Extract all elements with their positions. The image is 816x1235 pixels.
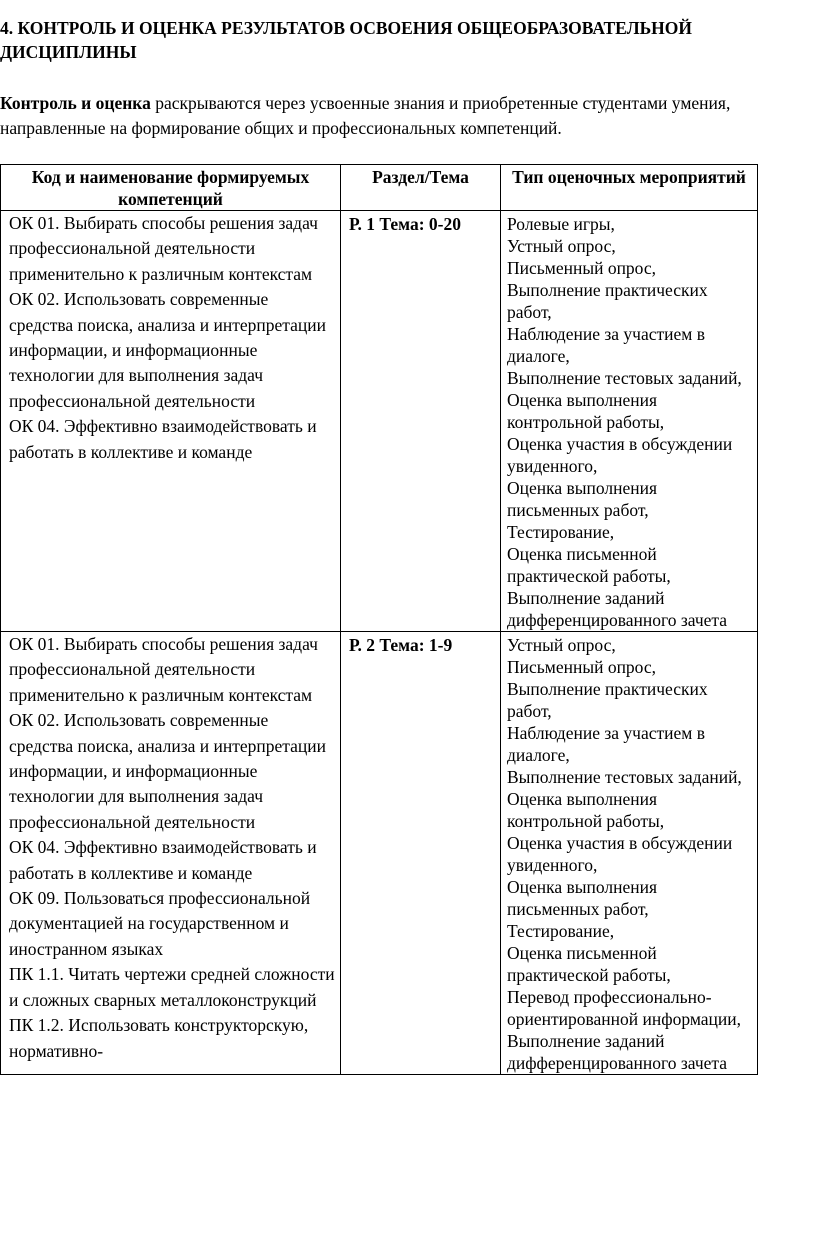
assessments-cell <box>501 211 758 632</box>
section-heading: 4. КОНТРОЛЬ И ОЦЕНКА РЕЗУЛЬТАТОВ ОСВОЕНИЯ ОБЩЕОБРАЗОВАТЕЛЬНОЙ ДИСЦИПЛИНЫ <box>0 18 693 62</box>
competency-item: ОК 02. Использовать современные средства поиска, анализа и интерпретации информации, и информационные технологии для выполнения задач профессиональной деятельности <box>9 710 326 832</box>
table-row <box>1 632 758 1075</box>
competency-item: ОК 01. Выбирать способы решения задач профессиональной деятельности применительно к различным контекстам <box>9 634 318 705</box>
assessment-item: Письменный опрос, <box>507 657 657 677</box>
competency-item: ОК 09. Пользоваться профессиональной документацией на государственном и иностранном языках <box>9 888 311 959</box>
competency-item: ОК 04. Эффективно взаимодействовать и работать в коллективе и команде <box>9 416 317 462</box>
assessments-cell <box>501 632 758 1075</box>
competencies-cell <box>1 211 341 632</box>
section-cell: Р. 2 Тема: 1-9 <box>341 632 501 1075</box>
assessment-item: Наблюдение за участием в диалоге, <box>507 723 705 765</box>
assessment-item: Оценка выполнения письменных работ, <box>507 478 658 520</box>
intro-bold-lead: Контроль и оценка <box>0 93 151 113</box>
assessment-item: Перевод профессионально-ориентированной информации, <box>507 987 742 1029</box>
assessment-table <box>0 164 758 1075</box>
assessment-item: Оценка выполнения контрольной работы, <box>507 789 665 831</box>
assessment-item: Оценка выполнения контрольной работы, <box>507 390 665 432</box>
competencies-cell <box>1 632 341 1075</box>
table-row <box>1 211 758 632</box>
assessment-item: Выполнение заданий дифференцированного зачета <box>507 1031 728 1073</box>
assessment-item: Тестирование, <box>507 522 615 542</box>
header-section: Раздел/Тема <box>341 165 501 211</box>
assessment-item: Выполнение тестовых заданий, <box>507 767 742 787</box>
assessment-item: Ролевые игры, <box>507 214 615 234</box>
table-header-row <box>1 165 758 211</box>
header-competencies: Код и наименование формируемых компетенций <box>1 165 341 211</box>
intro-paragraph <box>0 91 814 141</box>
section-cell: Р. 1 Тема: 0-20 <box>341 211 501 632</box>
assessment-item: Письменный опрос, <box>507 258 657 278</box>
assessment-item: Оценка участия в обсуждении увиденного, <box>507 833 733 875</box>
assessment-item: Выполнение заданий дифференцированного зачета <box>507 588 728 630</box>
assessment-item: Оценка выполнения письменных работ, <box>507 877 658 919</box>
assessment-item: Выполнение практических работ, <box>507 280 708 322</box>
assessment-item: Оценка участия в обсуждении увиденного, <box>507 434 733 476</box>
assessment-item: Наблюдение за участием в диалоге, <box>507 324 705 366</box>
competency-item: ПК 1.1. Читать чертежи средней сложности и сложных сварных металлоконструкций <box>9 964 335 1010</box>
header-assessment-type: Тип оценочных мероприятий <box>501 165 758 211</box>
assessment-item: Тестирование, <box>507 921 615 941</box>
intro-text: раскрываются через усвоенные знания и приобретенные студентами умения, направленные на формирование общих и профессиональных компетенций. <box>0 93 731 138</box>
assessment-item: Оценка письменной практической работы, <box>507 943 671 985</box>
competency-item: ОК 02. Использовать современные средства поиска, анализа и интерпретации информации, и информационные технологии для выполнения задач профессиональной деятельности <box>9 289 326 411</box>
competency-item: ОК 04. Эффективно взаимодействовать и работать в коллективе и команде <box>9 837 317 883</box>
assessment-item: Выполнение тестовых заданий, <box>507 368 742 388</box>
assessment-item: Выполнение практических работ, <box>507 679 708 721</box>
competency-item: ОК 01. Выбирать способы решения задач профессиональной деятельности применительно к различным контекстам <box>9 213 318 284</box>
assessment-item: Устный опрос, <box>507 635 616 655</box>
assessment-item: Устный опрос, <box>507 236 616 256</box>
competency-item: ПК 1.2. Использовать конструкторскую, нормативно- <box>9 1015 309 1061</box>
assessment-item: Оценка письменной практической работы, <box>507 544 671 586</box>
